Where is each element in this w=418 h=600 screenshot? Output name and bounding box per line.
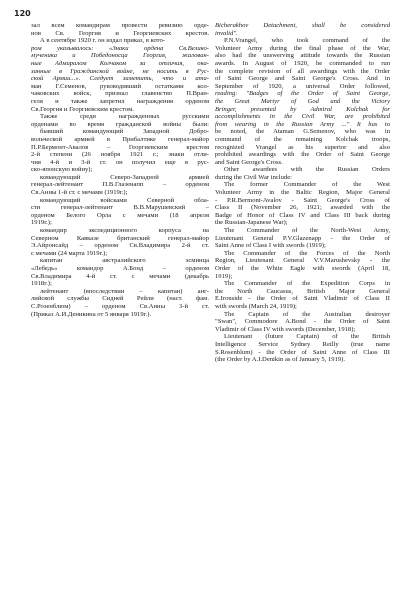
english-text-line: Region, Lieutenant General V.V.Marushevsky - the — [215, 257, 390, 265]
english-text-line: The Commander of the Forces of the North — [224, 249, 390, 257]
english-text-line: with swords (March 24, 1919); — [215, 302, 297, 310]
english-text-line: Bringer, presented by Admiral Kolchak for — [215, 105, 390, 113]
english-text-line: during the Civil War include: — [215, 173, 292, 181]
english-text-line: (the Order by A.I.Denikin as of January 5, 1919). — [215, 356, 346, 364]
english-text-line: the Russian-Japanese War); — [215, 219, 288, 227]
english-text-line: reading: "Badges of the Order of Saint George, — [215, 90, 390, 98]
english-text-line: 1919); — [215, 272, 233, 280]
russian-text-line: бывший командующий Западной Добро- — [40, 128, 209, 136]
russian-text-line: орденами во время гражданской войны были: — [31, 120, 209, 128]
english-text-line: awards. In August of 1920, he commanded to run — [215, 59, 390, 67]
english-text-line: the Great Martyr of God and the Victory — [215, 97, 390, 105]
english-text-line: E.Ironside - the Order of Saint Vladimir of Class II — [215, 295, 390, 303]
english-text-line: from wearing in the Russian Army ..." It has to — [215, 120, 390, 128]
english-text-line: September of 1920, a universal Order followed, — [215, 82, 390, 90]
russian-text-line: зал всем командирам провести ревизию орде- — [31, 22, 209, 29]
english-text-line: the complete revision of all awardings with the Order — [215, 67, 390, 75]
russian-text-line: лийской службы Сидней Рейли (наст. фам. — [31, 295, 209, 303]
english-text-line: the North Caucasus, British Major General — [215, 287, 390, 295]
english-text-line: Order of the White Eagle with swords (April 18, — [215, 265, 390, 272]
russian-text-line: геля и также запретил награждения орденом — [31, 97, 209, 105]
english-text-line: P.N.Vrangel, who took command of the — [224, 37, 390, 45]
english-text-line: also had the unswerving attitude towards the Russian — [215, 52, 390, 60]
english-text-line: and Saint George's Cross. — [215, 158, 283, 166]
english-text-line: Volunteer Army in the Baltic Region, Major General — [215, 189, 390, 197]
russian-text-line: П.Р.Бермонт-Авалов – Георгиевским крестом — [31, 143, 209, 151]
russian-text-line: с мечами (24 марта 1919г.); — [31, 249, 108, 257]
russian-text-line: нов Св. Георгия и Георгиевских крестов. — [31, 29, 209, 37]
russian-text-line: 2-й степени (26 ноября 1921 г.; знаки отли- — [31, 151, 209, 159]
english-text-line: recognized Vrangel as his superior and also — [215, 143, 390, 151]
english-text-line: Lieutenant (future Captain) of the British — [224, 333, 390, 341]
english-text-line: Vladimir of Class IV with swords (December, 1918); — [215, 325, 356, 333]
russian-text-line: С.Розенблюм) – орденом Св.Анны 3-й ст. — [31, 302, 209, 310]
page-number: 120 — [14, 9, 31, 18]
english-text-line: command of the remaining Kolchak troops, — [215, 135, 390, 143]
russian-text-line: орденом Белого Орла с мечами (18 апреля — [31, 211, 209, 219]
russian-text-line: ско-японскую войну); — [31, 166, 93, 174]
russian-text-line: Св.Анны 1-й ст. с мечами (1919г.); — [31, 189, 128, 197]
russian-text-line: чаковских войск, признал главенство П.Вран- — [31, 90, 209, 98]
russian-text-line: (Приказ А.И.Деникина от 5 января 1919г.). — [31, 310, 152, 318]
english-text-line: Bicherakhov Detachment, shall be considered — [215, 22, 390, 29]
english-text-line: accomplishments in the Civil War, are prohibited — [215, 113, 390, 121]
russian-text-line: А в сентябре 1920 г. он издал приказ, в кото- — [40, 37, 165, 45]
english-text-line: Lieutenant General P.V.Glazenapp - the Order of — [215, 234, 390, 242]
russian-text-line: Св.Владимира 4-й ст. с мечами (декабрь — [31, 272, 209, 280]
english-text-line: be noted, the Ataman G.Semenov, who was in — [215, 128, 390, 136]
russian-text-line: Св.Георгия и Георгиевским крестом. — [31, 105, 134, 113]
russian-text-column — [31, 22, 209, 318]
russian-text-line: капитан австралийского эсминца — [40, 257, 209, 265]
english-text-line: The Captain of the Australian destroyer — [224, 310, 390, 318]
russian-text-line: командующий войсками Северной обла- — [40, 196, 209, 204]
russian-text-line: «Лебедь» командор А.Бонд – орденом — [31, 265, 209, 272]
english-text-line: Class II (November 26, 1921; awarded with the — [215, 204, 390, 212]
russian-text-line: генерал-лейтенант П.В.Глазенапп – орденом — [31, 181, 209, 189]
russian-text-line: 1919г.); — [31, 219, 52, 227]
russian-text-line: сти генерал-лейтенант В.В.Марушевский – — [31, 204, 209, 212]
english-text-line: invalid". — [215, 29, 238, 37]
russian-text-line: ской Армии...». Следует заметить, что и ата- — [31, 75, 209, 83]
english-text-line: "Swan", Commodore A.Bond - the Order of Saint — [215, 318, 390, 326]
russian-text-line: занные в Гражданской войне, не носить в Рус- — [31, 67, 209, 75]
english-text-line: - P.R.Bermont-Avalov - Saint George's Cross of — [215, 196, 390, 204]
english-text-line: Intelligence Service Sydney Reilly (true name — [215, 340, 390, 348]
russian-text-line: чия 4-й и 3-й ст. он получил еще в рус- — [31, 158, 209, 166]
russian-text-line: ром указывалось: «Знаки ордена Св.Велико- — [31, 44, 209, 52]
russian-text-line: Северном Кавказе британский генерал-майор — [31, 234, 209, 242]
russian-text-line: Также среди награжденных русскими — [40, 113, 209, 121]
english-text-line: Badge of Honor of Class IV and Class III back during — [215, 211, 390, 219]
russian-text-line: Э.Айронсайд – орденом Св.Владимира 2-й ст. — [31, 242, 209, 250]
english-text-line: The Commander of the North-West Army, — [224, 227, 390, 235]
english-text-line: The Commander of the Expedition Corps in — [224, 280, 390, 288]
english-text-line: The former Commander of the West — [224, 181, 390, 189]
russian-text-line: командир экспедиционного корпуса на — [40, 227, 209, 235]
english-text-column — [215, 22, 390, 364]
russian-text-line: 1918г.); — [31, 280, 52, 288]
english-text-line: prohibited awardings with the Order of Saint George — [215, 151, 390, 159]
english-text-line: S.Rosenblum) - the Order of Saint Anne of Class III — [215, 348, 390, 356]
english-text-line: Volunteer Army during the final phase of the War, — [215, 44, 390, 52]
russian-text-line: ные Адмиралом Колчаком за отличия, ока- — [31, 59, 209, 67]
russian-text-line: лейтенант (впоследствии – капитан) анг- — [40, 287, 209, 295]
russian-text-line: командующий Северо-Западной армией — [40, 173, 209, 181]
russian-text-line: ман Г.Семенов, руководивший остатками кол- — [31, 82, 209, 90]
english-text-line: of Saint George and Saint George's Cross. And in — [215, 75, 390, 83]
russian-text-line: вольческой армией в Прибалтике генерал-майор — [31, 135, 209, 143]
english-text-line: Saint Anne of Class I with swords (1919); — [215, 242, 326, 250]
english-text-line: Other awardees with the Russian Orders — [224, 166, 390, 174]
russian-text-line: мученика и Победоносца Георгия, жалован- — [31, 52, 209, 60]
